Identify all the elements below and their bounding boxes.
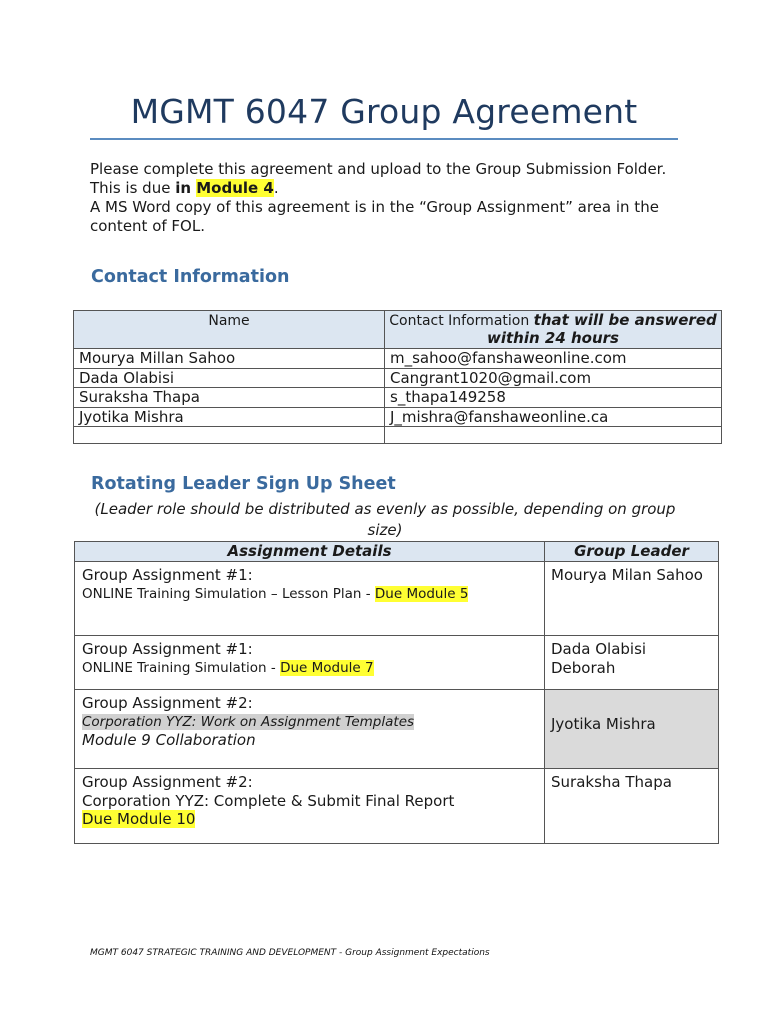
assignment-details-cell [75, 769, 545, 844]
assignment-collaboration: Module 9 Collaboration [82, 731, 256, 749]
title-underline [90, 138, 678, 140]
table-row [74, 407, 722, 427]
due-module-5: Due Module 5 [374, 585, 469, 602]
assignment-due [82, 810, 544, 829]
contact-header-emphasis: that will be answered within 24 hours [487, 310, 717, 347]
table-row-empty [74, 427, 722, 444]
table-row [75, 769, 719, 844]
contact-column-header [385, 311, 722, 349]
assignment-details-cell [75, 562, 545, 636]
assignment-description [82, 659, 544, 678]
assignment-title: Group Assignment #2: [82, 694, 253, 712]
contact-header-row [74, 311, 722, 349]
rotating-leader-heading: Rotating Leader Sign Up Sheet [91, 474, 396, 494]
contact-name-cell: Jyotika Mishra [74, 407, 385, 427]
contact-name-cell: Mourya Millan Sahoo [74, 349, 385, 369]
assignment-description: Corporation YYZ: Complete & Submit Final Report [82, 791, 455, 810]
assignment-details-cell [75, 690, 545, 769]
leader-name: Jyotika Mishra [551, 714, 656, 733]
due-module-7: Due Module 7 [280, 659, 374, 676]
intro-line-3: A MS Word copy of this agreement is in the “Group Assignment” area in the content of FOL. [90, 198, 659, 235]
template-work-highlight: Corporation YYZ: Work on Assignment Templates [82, 713, 415, 730]
table-row [75, 562, 719, 636]
assignment-description [82, 585, 544, 604]
assignment-description-text: ONLINE Training Simulation – Lesson Plan - [82, 585, 375, 602]
assignment-details-header: Assignment Details [75, 542, 545, 562]
page-footer: MGMT 6047 STRATEGIC TRAINING AND DEVELOPMENT - Group Assignment Expectations [90, 948, 490, 958]
assignment-title: Group Assignment #2: [82, 773, 253, 791]
group-leader-cell [545, 769, 719, 844]
contact-table [73, 310, 722, 444]
contact-name-cell: Suraksha Thapa [74, 388, 385, 408]
leader-name: Suraksha Thapa [551, 773, 672, 791]
intro-due-text: This is due [90, 179, 176, 197]
due-module-10: Due Module 10 [82, 810, 196, 828]
table-row [75, 690, 719, 769]
intro-line-1: Please complete this agreement and upload to the Group Submission Folder. [90, 160, 667, 178]
group-leader-cell [545, 562, 719, 636]
contact-name-cell [74, 427, 385, 444]
assignment-description [82, 713, 544, 732]
contact-info-cell: m_sahoo@fanshaweonline.com [385, 349, 722, 369]
table-row [74, 349, 722, 369]
leader-name-2: Deborah [551, 658, 616, 677]
intro-paragraph [90, 160, 690, 236]
contact-information-heading: Contact Information [91, 267, 290, 287]
leader-header-row [75, 542, 719, 562]
leader-table [74, 541, 719, 844]
contact-info-cell [385, 427, 722, 444]
due-module-4: Module 4 [196, 179, 274, 197]
group-leader-cell [545, 636, 719, 690]
assignment-details-cell [75, 636, 545, 690]
contact-info-cell: s_thapa149258 [385, 388, 722, 408]
intro-in-text: in [175, 179, 197, 197]
leader-name: Dada Olabisi [551, 640, 647, 658]
contact-info-cell: J_mishra@fanshaweonline.ca [385, 407, 722, 427]
assignment-description-text: ONLINE Training Simulation - [82, 659, 281, 676]
intro-period: . [273, 179, 279, 197]
assignment-title: Group Assignment #1: [82, 640, 253, 658]
table-row [74, 388, 722, 408]
table-row [74, 368, 722, 388]
contact-name-cell: Dada Olabisi [74, 368, 385, 388]
contact-header-plain: Contact Information [389, 312, 534, 329]
name-column-header: Name [74, 311, 385, 349]
page-title: MGMT 6047 Group Agreement [130, 92, 638, 131]
assignment-title: Group Assignment #1: [82, 566, 253, 584]
intro-line-2 [90, 179, 690, 198]
leader-distribution-note: (Leader role should be distributed as evenly as possible, depending on group size) [94, 500, 676, 539]
leader-name: Mourya Milan Sahoo [551, 566, 703, 584]
contact-info-cell: Cangrant1020@gmail.com [385, 368, 722, 388]
group-leader-cell [545, 690, 719, 769]
table-row [75, 636, 719, 690]
group-leader-header: Group Leader [545, 542, 719, 562]
